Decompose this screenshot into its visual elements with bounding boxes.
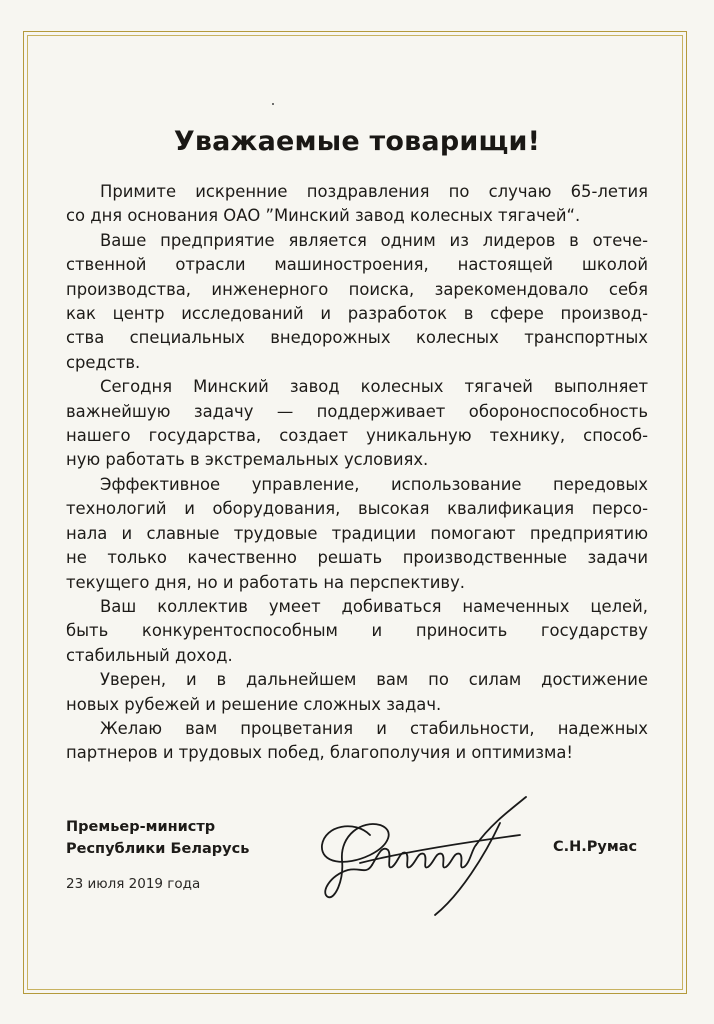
signatory-position <box>66 816 249 860</box>
letter-body <box>66 180 648 766</box>
signatory-name: С.Н.Румас <box>553 839 638 855</box>
signatory-position-line2: Республики Беларусь <box>66 841 250 857</box>
letter-line: нашего государства, создает уникальную технику, способ- <box>66 426 648 446</box>
letter-paragraph <box>66 473 648 595</box>
letter-line: Сегодня Минский завод колесных тягачей выполняет <box>100 377 648 397</box>
letter-line: средств. <box>66 352 141 372</box>
letter-line: текущего дня, но и работать на перспективу. <box>66 572 466 592</box>
letter-paragraph <box>66 180 648 229</box>
letter-line: Эффективное управление, использование передовых <box>100 474 648 494</box>
letter-line: новых рубежей и решение сложных задач. <box>66 694 442 714</box>
letter-line: Примите искренние поздравления по случаю 65-летия <box>100 182 648 201</box>
handwritten-signature-icon <box>300 775 550 925</box>
letter-line: нала и славные трудовые традиции помогают предприятию <box>66 523 648 543</box>
letter-line: ственной отрасли машиностроения, настоящей школой <box>66 255 648 275</box>
letter-date: 23 июля 2019 года <box>66 876 201 892</box>
letter-title: Уважаемые товарищи! <box>173 126 541 157</box>
letter-line: партнеров и трудовых побед, благополучия и оптимизма! <box>66 743 574 763</box>
letter-line: не только качественно решать производственные задачи <box>66 548 648 568</box>
letter-line: ную работать в экстремальных условиях. <box>66 450 429 470</box>
letter-line: производства, инженерного поиска, зарекомендовало себя <box>66 279 648 299</box>
letter-line: Желаю вам процветания и стабильности, надежных <box>100 718 648 738</box>
signatory-position-line1: Премьер-министр <box>66 819 216 835</box>
letter-line: важнейшую задачу — поддерживает обороноспособность <box>66 401 648 421</box>
letter-line: Уверен, и в дальнейшем вам по силам достижение <box>100 670 648 690</box>
letter-paragraph <box>66 229 648 375</box>
speck-dot <box>272 103 274 105</box>
letter-line: технологий и оборудования, высокая квалификация персо- <box>66 499 648 519</box>
letter-paragraph <box>66 595 648 668</box>
letter-line: ства специальных внедорожных колесных транспортных <box>66 328 648 348</box>
letter-paragraph <box>66 668 648 717</box>
letter-paragraph <box>66 375 648 473</box>
letter-line: как центр исследований и разработок в сфере производ- <box>66 304 648 324</box>
letter-paragraph <box>66 717 648 766</box>
letter-line: быть конкурентоспособным и приносить государству <box>66 621 648 641</box>
letter-line: стабильный доход. <box>66 645 233 665</box>
letter-line: Ваш коллектив умеет добиваться намеченных целей, <box>100 596 648 616</box>
letter-line: со дня основания ОАО ”Минский завод колесных тягачей“. <box>66 206 581 226</box>
letter-line: Ваше предприятие является одним из лидеров в отече- <box>100 230 648 250</box>
